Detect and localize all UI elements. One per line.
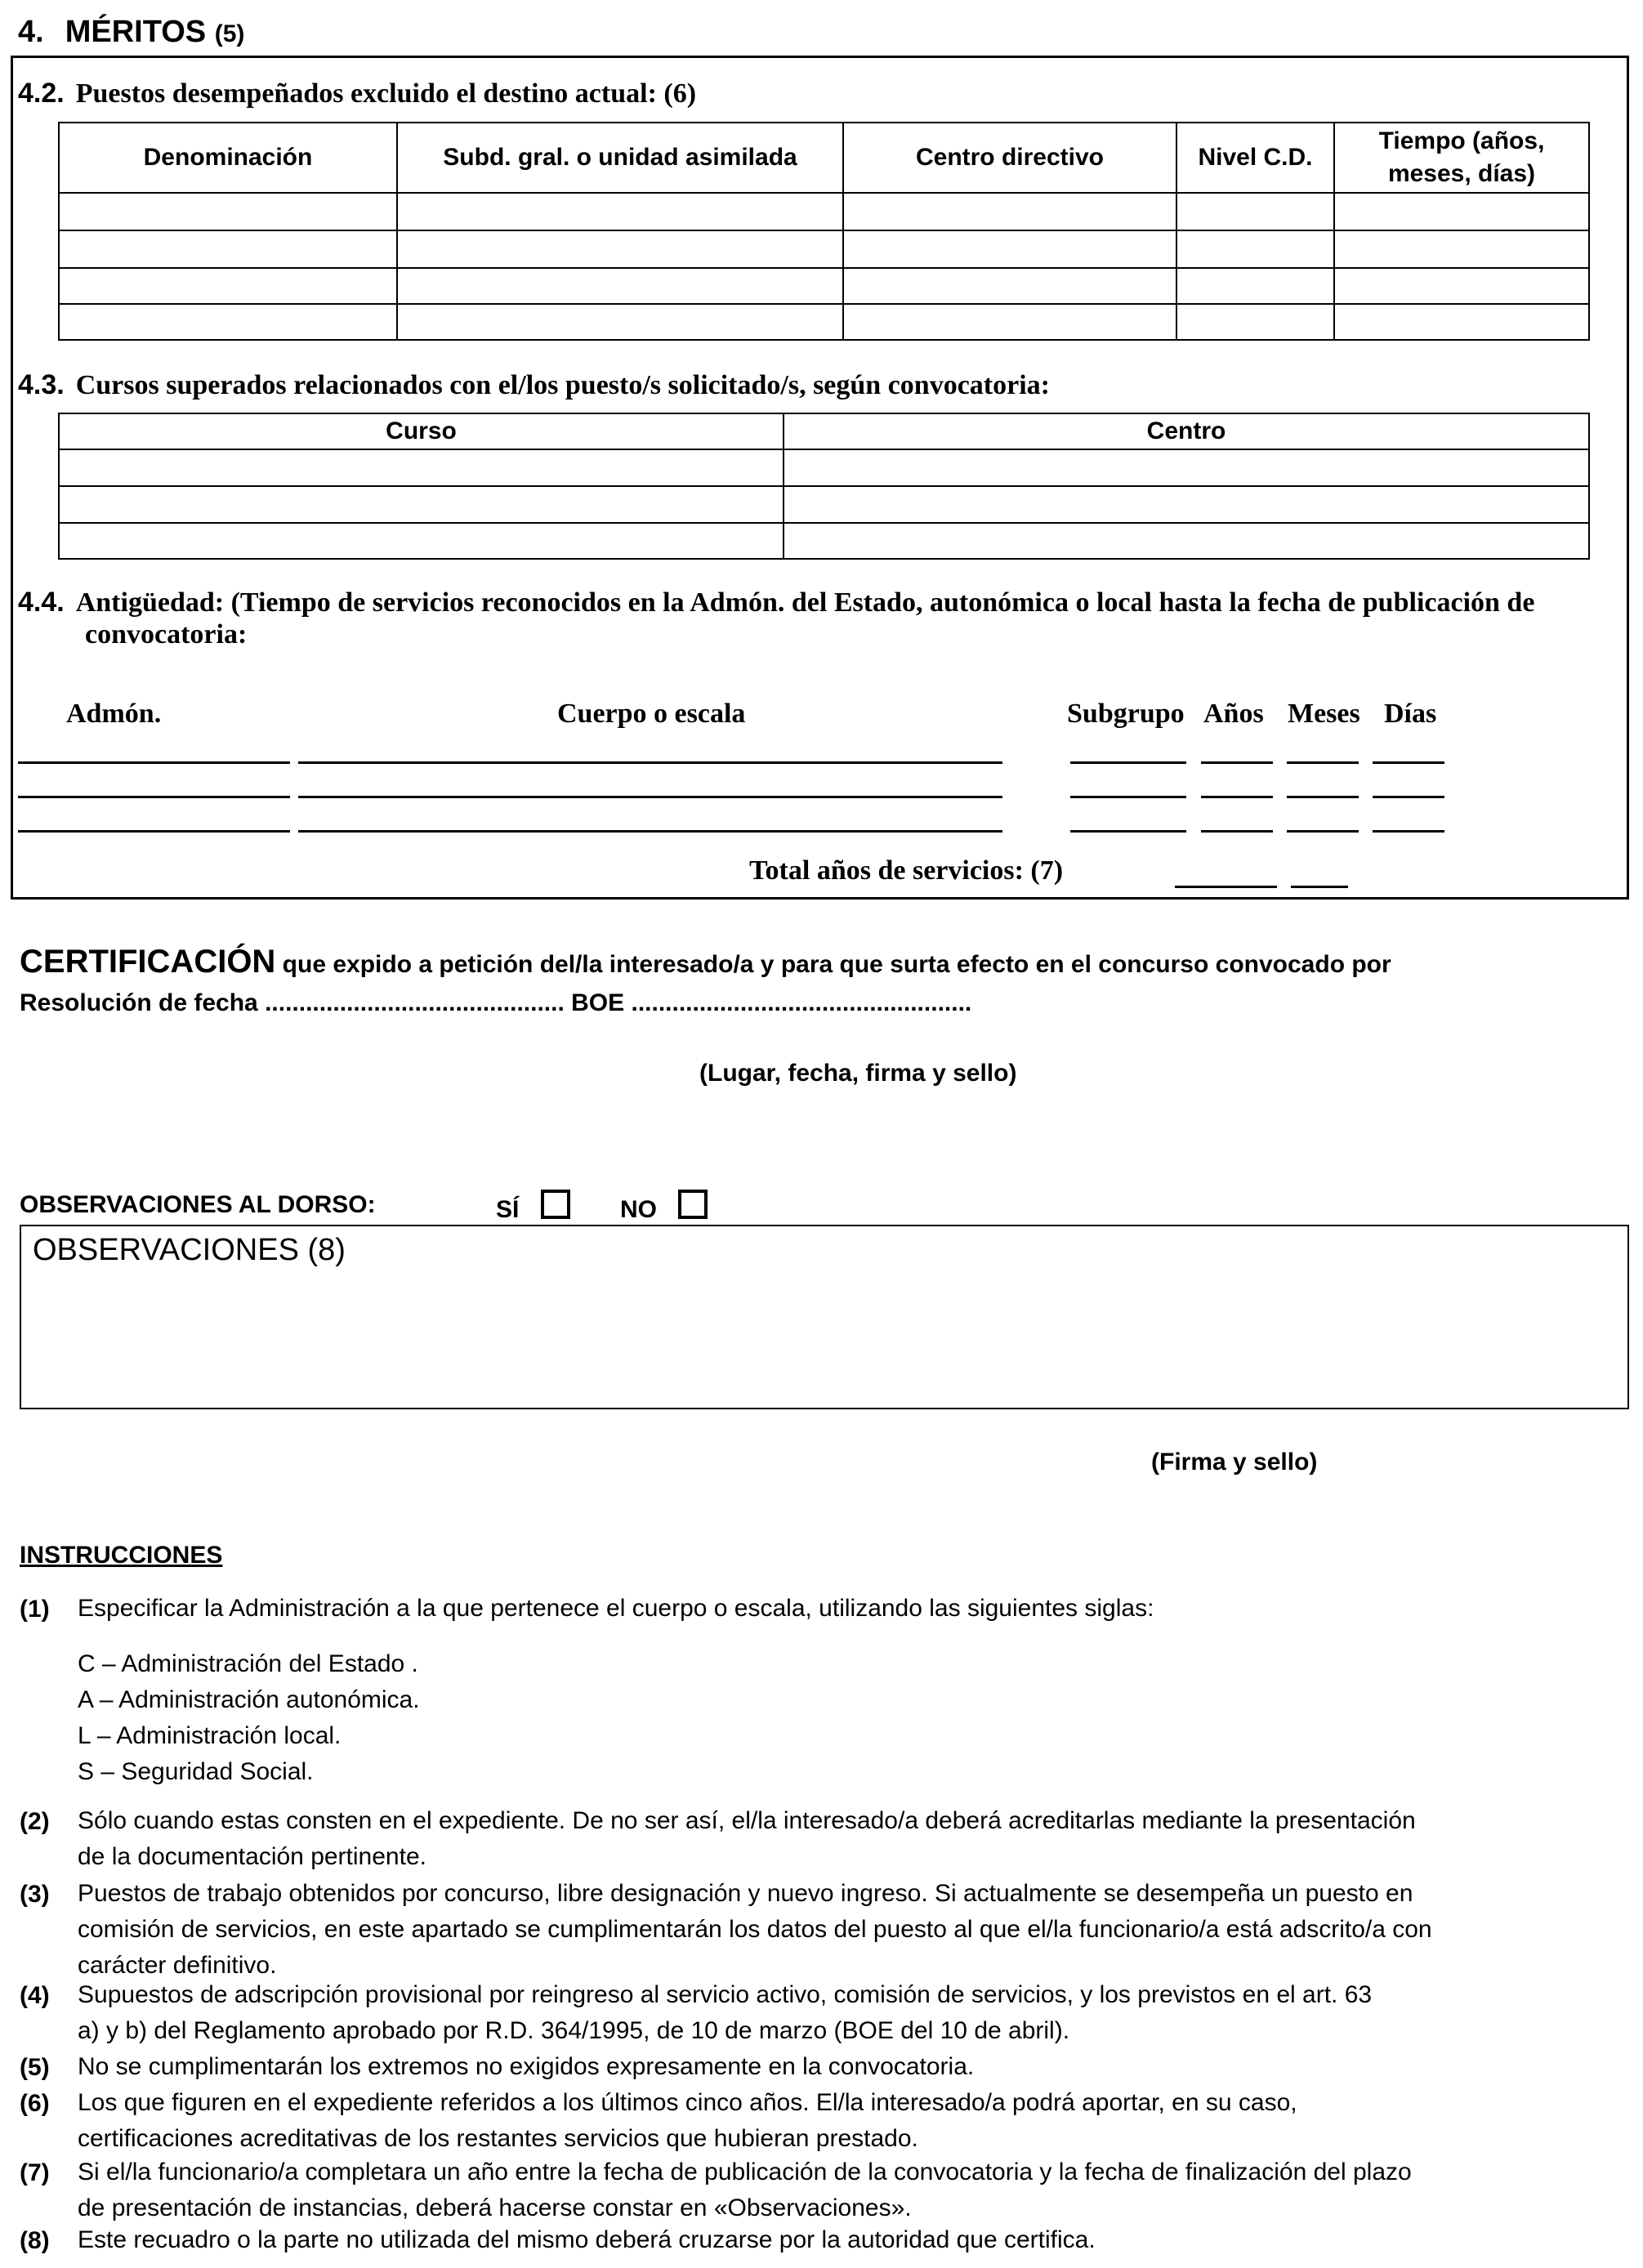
col-admon: Admón. xyxy=(66,699,162,729)
instruction-number: (3) xyxy=(20,1881,50,1908)
instruction-line: certificaciones acreditativas de los restantes servicios que hubieran prestado. xyxy=(78,2125,918,2152)
subsection-4-4-number: 4.4. xyxy=(18,587,65,618)
table-cell[interactable] xyxy=(59,268,397,304)
option-no[interactable] xyxy=(620,1190,708,1224)
observaciones-signature: (Firma y sello) xyxy=(1151,1449,1318,1476)
instruction-text xyxy=(78,1591,1614,1627)
option-no-label: NO xyxy=(620,1196,657,1223)
certificacion-line1 xyxy=(20,944,1391,980)
col-nivel-cd: Nivel C.D. xyxy=(1176,123,1334,193)
certificacion-title: CERTIFICACIÓN xyxy=(20,944,276,980)
subsection-4-2-label: Puestos desempeñados excluido el destino actual: (6) xyxy=(75,78,697,109)
blank-line-anos[interactable] xyxy=(1201,796,1273,798)
table-cell[interactable] xyxy=(397,193,843,230)
instruction-number: (6) xyxy=(20,2090,50,2117)
section-name: MÉRITOS xyxy=(65,15,207,49)
table-cell[interactable] xyxy=(59,193,397,230)
table-cell[interactable] xyxy=(59,523,784,559)
certificacion-text: que expido a petición del/la interesado/a y para que surta efecto en el concurso convocado por xyxy=(275,951,1391,978)
instruction-text xyxy=(78,1876,1614,1984)
subsection-4-2-title xyxy=(18,78,696,109)
instruction-text xyxy=(78,2222,1614,2258)
blank-line-admon[interactable] xyxy=(18,761,290,764)
subsection-4-3-title xyxy=(18,369,1050,401)
col-tiempo: Tiempo (años, meses, días) xyxy=(1334,123,1589,193)
col-subgrupo: Subgrupo xyxy=(1067,699,1185,729)
table-cell[interactable] xyxy=(1334,268,1589,304)
instruction-line: Sólo cuando estas consten en el expediente. De no ser así, el/la interesado/a deberá acreditarlas mediante la presentación xyxy=(78,1807,1416,1834)
table-cell[interactable] xyxy=(843,268,1176,304)
total-servicios-label: Total años de servicios: (7) xyxy=(749,855,1064,886)
observaciones-label: OBSERVACIONES (8) xyxy=(33,1233,346,1267)
instruction-line: carácter definitivo. xyxy=(78,1952,277,1979)
instrucciones-title: INSTRUCCIONES xyxy=(20,1542,223,1569)
instruction-text xyxy=(78,1803,1614,1875)
blank-line-subgrupo[interactable] xyxy=(1070,830,1186,833)
col-meses: Meses xyxy=(1288,699,1360,729)
instruction-number: (2) xyxy=(20,1808,50,1835)
table-cell[interactable] xyxy=(59,304,397,340)
col-dias: Días xyxy=(1384,699,1437,729)
instruction-number: (5) xyxy=(20,2054,50,2081)
checkbox-no[interactable] xyxy=(678,1190,708,1219)
table-row xyxy=(59,193,1589,230)
table-cell[interactable] xyxy=(397,230,843,268)
instruction-number: (4) xyxy=(20,1982,50,2009)
table-cell[interactable] xyxy=(397,268,843,304)
table-cell[interactable] xyxy=(59,449,784,486)
table-cell[interactable] xyxy=(784,523,1589,559)
blank-line-anos[interactable] xyxy=(1201,761,1273,764)
certificacion-line2: Resolución de fecha ............................................ BOE .................................................. xyxy=(20,989,972,1016)
table-row xyxy=(59,449,1589,486)
blank-line-dias[interactable] xyxy=(1373,830,1444,833)
observaciones-box[interactable] xyxy=(20,1225,1629,1409)
col-curso: Curso xyxy=(59,413,784,449)
total-meses-line[interactable] xyxy=(1291,886,1348,888)
table-row xyxy=(59,304,1589,340)
total-anos-line[interactable] xyxy=(1175,886,1277,888)
instruction-line: a) y b) del Reglamento aprobado por R.D. 364/1995, de 10 de marzo (BOE del 10 de abril). xyxy=(78,2017,1070,2044)
table-cell[interactable] xyxy=(843,230,1176,268)
col-cuerpo-escala: Cuerpo o escala xyxy=(557,699,746,729)
blank-line-meses[interactable] xyxy=(1287,796,1359,798)
subsection-4-3-number: 4.3. xyxy=(18,369,65,400)
table-cell[interactable] xyxy=(784,449,1589,486)
subsection-4-3-label: Cursos superados relacionados con el/los puesto/s solicitado/s, según convocatoria: xyxy=(75,370,1050,400)
blank-line-dias[interactable] xyxy=(1373,796,1444,798)
blank-line-subgrupo[interactable] xyxy=(1070,761,1186,764)
instruction-line: Este recuadro o la parte no utilizada del mismo deberá cruzarse por la autoridad que certifica. xyxy=(78,2226,1096,2253)
col-anos: Años xyxy=(1203,699,1264,729)
table-cell[interactable] xyxy=(1176,304,1334,340)
table-cell[interactable] xyxy=(59,230,397,268)
section-note: (5) xyxy=(214,20,245,47)
table-row xyxy=(59,523,1589,559)
col-denominacion: Denominación xyxy=(59,123,397,193)
instruction-line: Puestos de trabajo obtenidos por concurso, libre designación y nuevo ingreso. Si actualmente se desempeña un puesto en xyxy=(78,1880,1413,1907)
table-row xyxy=(59,230,1589,268)
table-cell[interactable] xyxy=(843,304,1176,340)
blank-line-admon[interactable] xyxy=(18,796,290,798)
instruction-number: (1) xyxy=(20,1596,50,1623)
instruction-number: (8) xyxy=(20,2227,50,2254)
blank-line-cuerpo[interactable] xyxy=(298,761,1002,764)
table-cell[interactable] xyxy=(784,486,1589,523)
instruction-line: de la documentación pertinente. xyxy=(78,1843,426,1870)
instruction-line: A – Administración autonómica. xyxy=(78,1686,420,1713)
instruction-number: (7) xyxy=(20,2159,50,2186)
instruction-line: comisión de servicios, en este apartado se cumplimentarán los datos del puesto al que el/la funcionario/a está adscrito/a con xyxy=(78,1916,1432,1943)
puestos-table xyxy=(58,122,1590,341)
col-subdireccion: Subd. gral. o unidad asimilada xyxy=(397,123,843,193)
instruction-line: Los que figuren en el expediente referidos a los últimos cinco años. El/la interesado/a podrá aportar, en su caso, xyxy=(78,2089,1297,2116)
instruction-line: Si el/la funcionario/a completara un año entre la fecha de publicación de la convocatoria y la fecha de finalización del plazo xyxy=(78,2159,1412,2185)
subsection-4-2-number: 4.2. xyxy=(18,78,65,109)
blank-line-meses[interactable] xyxy=(1287,830,1359,833)
subsection-4-4-label-cont: convocatoria: xyxy=(85,619,248,650)
section-title xyxy=(18,15,244,50)
table-cell[interactable] xyxy=(843,193,1176,230)
instruction-line: No se cumplimentarán los extremos no exigidos expresamente en la convocatoria. xyxy=(78,2053,975,2080)
table-cell[interactable] xyxy=(1334,230,1589,268)
table-cell[interactable] xyxy=(1176,268,1334,304)
blank-line-anos[interactable] xyxy=(1201,830,1273,833)
table-row xyxy=(59,268,1589,304)
instruction-line: S – Seguridad Social. xyxy=(78,1758,314,1785)
instruction-line: de presentación de instancias, deberá hacerse constar en «Observaciones». xyxy=(78,2194,912,2221)
col-centro-directivo: Centro directivo xyxy=(843,123,1176,193)
blank-line-subgrupo[interactable] xyxy=(1070,796,1186,798)
blank-line-dias[interactable] xyxy=(1373,761,1444,764)
blank-line-admon[interactable] xyxy=(18,830,290,833)
instruction-text xyxy=(78,1977,1614,2049)
table-cell[interactable] xyxy=(397,304,843,340)
table-cell[interactable] xyxy=(1334,304,1589,340)
instruction-text xyxy=(78,1646,1614,1790)
subsection-4-4-label: Antigüedad: (Tiempo de servicios reconocidos en la Admón. del Estado, autonómica o local hasta la fecha de publicación de xyxy=(75,587,1535,618)
table-cell[interactable] xyxy=(1176,230,1334,268)
checkbox-si[interactable] xyxy=(541,1190,570,1219)
cursos-header-row xyxy=(59,413,1589,449)
instruction-line: Especificar la Administración a la que pertenece el cuerpo o escala, utilizando las siguientes siglas: xyxy=(78,1595,1154,1622)
col-centro: Centro xyxy=(784,413,1589,449)
table-cell[interactable] xyxy=(1176,193,1334,230)
instruction-text xyxy=(78,2154,1614,2226)
certificacion-signature: (Lugar, fecha, firma y sello) xyxy=(699,1060,1017,1087)
table-cell[interactable] xyxy=(1334,193,1589,230)
instruction-text xyxy=(78,2085,1614,2157)
blank-line-cuerpo[interactable] xyxy=(298,796,1002,798)
blank-line-meses[interactable] xyxy=(1287,761,1359,764)
observaciones-dorso-label: OBSERVACIONES AL DORSO: xyxy=(20,1191,376,1218)
blank-line-cuerpo[interactable] xyxy=(298,830,1002,833)
subsection-4-4-title xyxy=(18,587,1534,618)
option-si-label: SÍ xyxy=(496,1196,520,1223)
puestos-header-row xyxy=(59,123,1589,193)
instruction-line: Supuestos de adscripción provisional por reingreso al servicio activo, comisión de servicios, y los previstos en el art. 63 xyxy=(78,1981,1373,2008)
instruction-text xyxy=(78,2049,1614,2085)
section-number: 4. xyxy=(18,15,44,49)
option-si[interactable] xyxy=(496,1190,570,1224)
instruction-line: C – Administración del Estado . xyxy=(78,1650,418,1677)
table-row xyxy=(59,486,1589,523)
table-cell[interactable] xyxy=(59,486,784,523)
instruction-line: L – Administración local. xyxy=(78,1722,342,1749)
cursos-table xyxy=(58,413,1590,560)
